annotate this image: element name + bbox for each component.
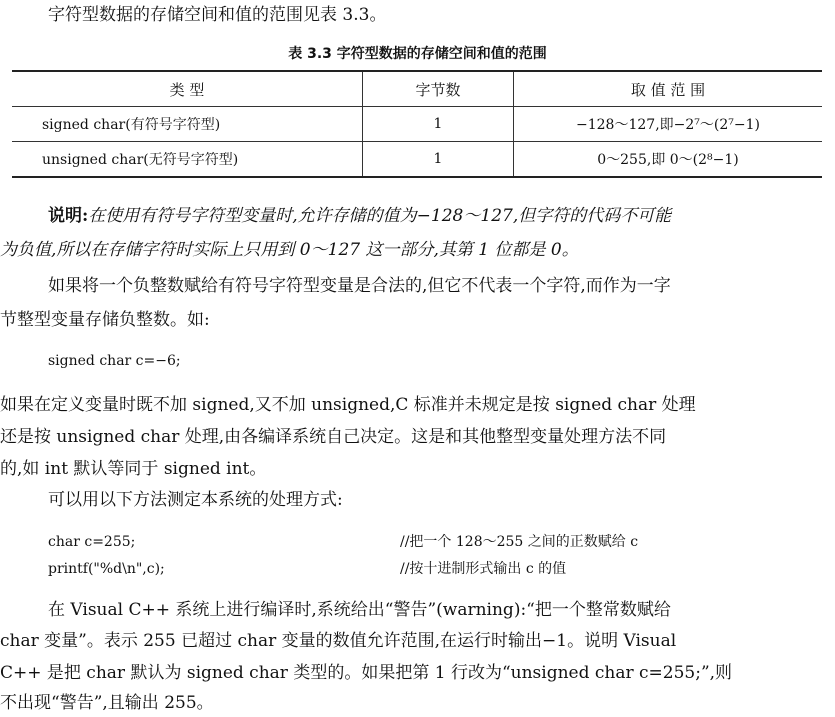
note-label: 说明: <box>48 206 89 226</box>
para1-line-2: 节整型变量存储负整数。如: <box>0 310 210 330</box>
para4-line-3: C++ 是把 char 默认为 signed char 类型的。如果把第 1 行改为“unsigned char c=255;”,则 <box>0 663 733 683</box>
range-table <box>12 70 822 178</box>
table-caption: 表 3.3 字符型数据的存储空间和值的范围 <box>288 46 547 62</box>
para4-line-4: 不出现“警告”,且输出 255。 <box>0 693 214 713</box>
code-line-1: signed char c=−6; <box>48 353 181 369</box>
header-type: 类 型 <box>12 71 363 107</box>
para2-line-1: 如果在定义变量时既不加 signed,又不加 unsigned,C 标准并未规定是按 signed char 处理 <box>0 395 696 415</box>
code2-line-1-code: char c=255; <box>48 534 136 550</box>
header-bytes: 字节数 <box>363 71 514 107</box>
para2-line-2: 还是按 unsigned char 处理,由各编译系统自己决定。这是和其他整型变量处理方法不同 <box>0 427 667 447</box>
cell-range: 0～255,即 0～(2⁸−1) <box>514 142 823 178</box>
cell-bytes: 1 <box>363 107 514 142</box>
cell-type: unsigned char(无符号字符型) <box>12 142 363 178</box>
intro-text: 字符型数据的存储空间和值的范围见表 3.3。 <box>48 5 387 25</box>
para1-line-1: 如果将一个负整数赋给有符号字符型变量是合法的,但它不代表一个字符,而作为一字 <box>48 276 671 296</box>
table-row <box>12 107 822 142</box>
cell-bytes: 1 <box>363 142 514 178</box>
cell-type: signed char(有符号字符型) <box>12 107 363 142</box>
note-line-1 <box>48 205 671 227</box>
header-range: 取 值 范 围 <box>514 71 823 107</box>
code2-line-2-comment: //按十进制形式输出 c 的值 <box>400 561 567 577</box>
cell-range: −128～127,即−2⁷～(2⁷−1) <box>514 107 823 142</box>
para2-line-3: 的,如 int 默认等同于 signed int。 <box>0 459 267 479</box>
table-row <box>12 142 822 178</box>
para4-line-2: char 变量”。表示 255 已超过 char 变量的数值允许范围,在运行时输出−1。说明 Visual <box>0 631 677 651</box>
para3-text: 可以用以下方法测定本系统的处理方式: <box>48 490 343 510</box>
para4-line-1: 在 Visual C++ 系统上进行编译时,系统给出“警告”(warning):“把一个整常数赋给 <box>48 600 671 620</box>
table-header-row <box>12 71 822 107</box>
note-line-2: 为负值,所以在存储字符时实际上只用到 0～127 这一部分,其第 1 位都是 0。 <box>0 240 579 260</box>
note-line-1-text: 在使用有符号字符型变量时,允许存储的值为−128～127,但字符的代码不可能 <box>88 206 672 226</box>
code2-line-2-code: printf("%d\n",c); <box>48 561 165 577</box>
code2-line-1-comment: //把一个 128～255 之间的正数赋给 c <box>400 534 639 550</box>
